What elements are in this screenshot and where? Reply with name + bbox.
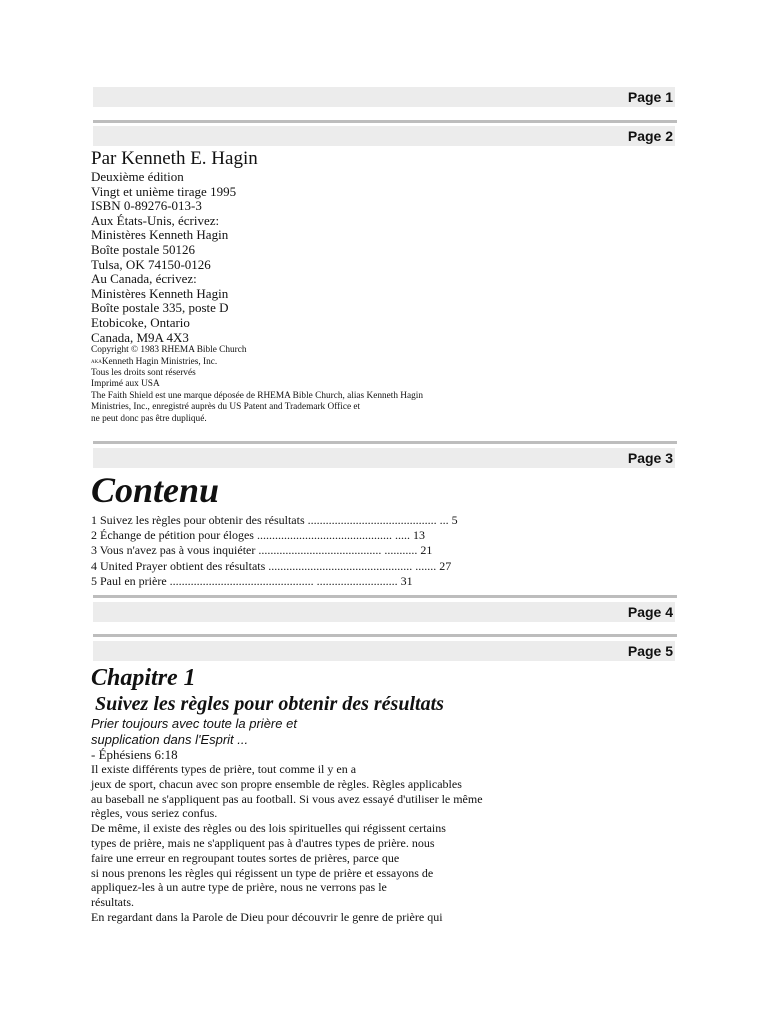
chapter-body — [91, 762, 483, 925]
verse-line: Prier toujours avec toute la prière et — [91, 716, 297, 731]
body-line: faire une erreur en regroupant toutes sortes de prières, parce que — [91, 850, 400, 865]
body-line: résultats. — [91, 895, 134, 910]
page-separator — [93, 441, 677, 444]
page-header-3 — [93, 448, 675, 468]
chapter-section — [91, 664, 483, 925]
author-name: Par Kenneth E. Hagin — [91, 148, 258, 169]
contents-section — [91, 470, 458, 589]
info-line: Ministères Kenneth Hagin — [91, 285, 229, 301]
contents-title: Contenu — [91, 470, 220, 510]
legal-line: Imprimé aux USA — [91, 379, 160, 390]
page-header-2 — [93, 126, 675, 146]
info-line: Boîte postale 50126 — [91, 241, 195, 257]
body-line: De même, il existe des règles ou des lois spirituelles qui régissent certains — [91, 821, 446, 836]
legal-line: The Faith Shield est une marque déposée de RHEMA Bible Church, alias Kenneth Hagin — [91, 390, 424, 401]
page-header-4 — [93, 602, 675, 622]
table-of-contents — [91, 513, 458, 589]
legal-line: ne peut donc pas être dupliqué. — [91, 413, 207, 424]
aka-prefix: AKA — [91, 359, 102, 365]
info-line: Vingt et unième tirage 1995 — [91, 183, 237, 199]
page-number: Page 2 — [627, 128, 673, 144]
body-line: Il existe différents types de prière, tout comme il y en a — [91, 762, 357, 776]
info-line: Tulsa, OK 74150-0126 — [91, 256, 211, 272]
verse-line: supplication dans l'Esprit ... — [91, 731, 249, 747]
legal-line: Ministries, Inc., enregistré auprès du US Patent and Trademark Office et — [91, 402, 361, 413]
info-line: Au Canada, écrivez: — [91, 271, 197, 287]
body-line: si nous prenons les règles qui régissent un type de prière et essayons de — [91, 865, 434, 880]
page-separator — [93, 595, 677, 598]
page-header-5 — [93, 641, 675, 661]
chapter-title: Chapitre 1 — [91, 665, 196, 691]
toc-entry[interactable]: 1 Suivez les règles pour obtenir des résultats ........................................... ... 5 — [91, 513, 458, 527]
aka-line — [91, 357, 423, 368]
body-line: au baseball ne s'appliquent pas au football. Si vous avez essayé d'utiliser le même — [91, 791, 483, 806]
page-number: Page 4 — [627, 604, 673, 620]
copyright-line: Copyright © 1983 RHEMA Bible Church — [91, 345, 247, 356]
info-line: Canada, M9A 4X3 — [91, 329, 189, 345]
info-line: Deuxième édition — [91, 169, 184, 184]
toc-entry[interactable]: 2 Échange de pétition pour éloges ............................................. ..... 13 — [91, 528, 425, 543]
body-line: En regardant dans la Parole de Dieu pour découvrir le genre de prière qui — [91, 909, 443, 924]
aka-text: Kenneth Hagin Ministries, Inc. — [101, 356, 218, 367]
page-separator — [93, 120, 677, 123]
page-number: Page 5 — [627, 643, 673, 659]
info-line: ISBN 0-89276-013-3 — [91, 198, 202, 214]
body-line: appliquez-les à un autre type de prière, nous ne verrons pas le — [91, 880, 387, 895]
body-line: règles, vous seriez confus. — [91, 806, 218, 821]
page-number: Page 1 — [627, 89, 673, 105]
toc-entry[interactable]: 5 Paul en prière ................................................ ........................... 31 — [91, 573, 413, 588]
info-line: Ministères Kenneth Hagin — [91, 227, 229, 243]
page-separator — [93, 634, 677, 637]
body-line: jeux de sport, chacun avec son propre ensemble de règles. Règles applicables — [91, 776, 462, 791]
verse-reference: - Éphésiens 6:18 — [91, 747, 178, 762]
publication-info — [91, 170, 423, 345]
credits-section — [91, 148, 423, 425]
info-line: Aux États-Unis, écrivez: — [91, 212, 220, 228]
epigraph-verse — [91, 716, 483, 747]
legal-line: Tous les droits sont réservés — [91, 367, 196, 378]
toc-entry[interactable]: 4 United Prayer obtient des résultats ................................................ ....... 27 — [91, 558, 452, 573]
legal-notice — [91, 345, 423, 425]
body-line: types de prière, mais ne s'appliquent pas à d'autres types de prière. nous — [91, 835, 435, 850]
page-number: Page 3 — [627, 450, 673, 466]
chapter-subtitle: Suivez les règles pour obtenir des résultats — [95, 693, 444, 715]
toc-entry[interactable]: 3 Vous n'avez pas à vous inquiéter ......................................... ........... 21 — [91, 543, 433, 558]
page-header-1 — [93, 87, 675, 107]
info-line: Etobicoke, Ontario — [91, 314, 190, 330]
info-line: Boîte postale 335, poste D — [91, 300, 229, 316]
